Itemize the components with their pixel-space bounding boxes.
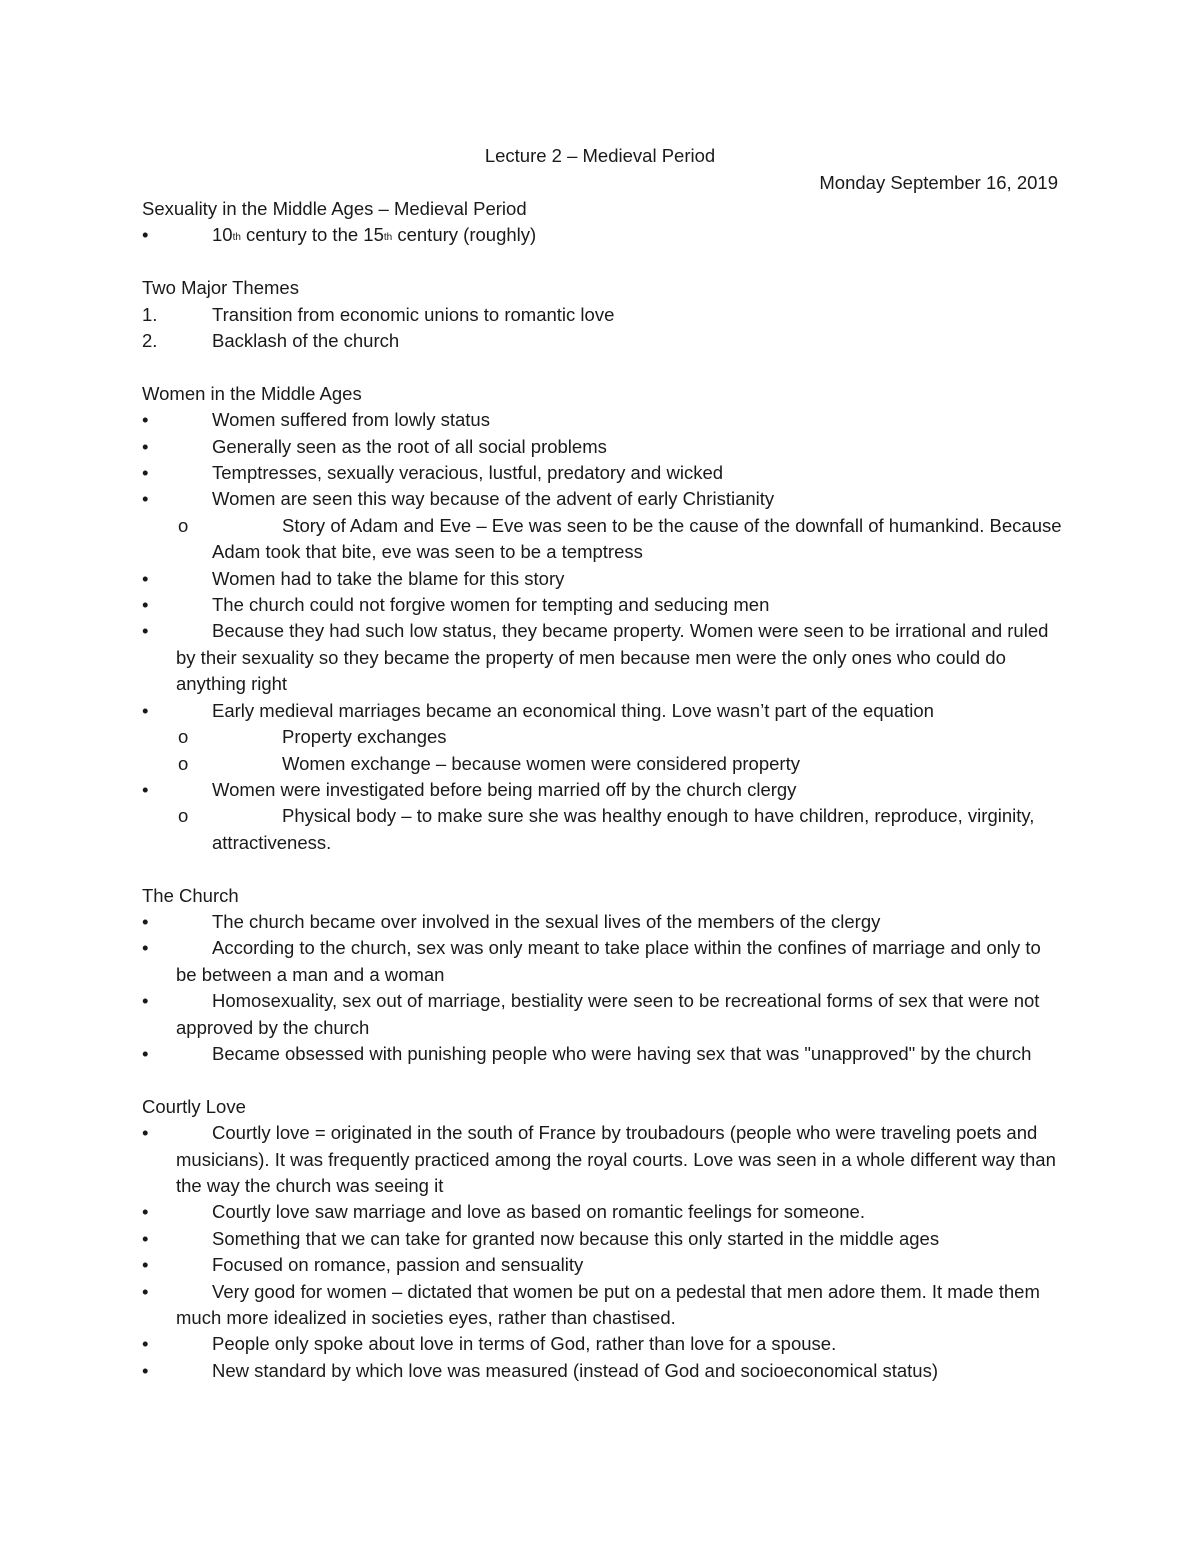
bullet-item (142, 935, 1062, 988)
bullet-text: Courtly love saw marriage and love as based on romantic feelings for someone. (212, 1201, 865, 1223)
bullet-marker: • (142, 1280, 149, 1302)
sub-bullet-text: Physical body – to make sure she was healthy enough to have children, reproduce, virginity, attractiveness. (212, 805, 1035, 853)
sub-bullet-text: Story of Adam and Eve – Eve was seen to be the cause of the downfall of humankind. Because Adam took that bite, eve was seen to be a temptress (212, 514, 1062, 563)
bullet-text: Women suffered from lowly status (212, 409, 490, 431)
bullet-item (142, 988, 1062, 1041)
bullet-marker: • (142, 1333, 149, 1355)
bullet-marker: • (142, 1201, 149, 1223)
bullet-marker: • (142, 488, 149, 510)
section-heading-intro: Sexuality in the Middle Ages – Medieval Period (142, 198, 527, 219)
bullet-text: Women were investigated before being married off by the church clergy (212, 778, 797, 800)
bullet-marker: • (142, 778, 149, 800)
sub-bullet-marker: o (178, 514, 189, 536)
sub-bullet-item (142, 751, 1062, 777)
bullet-marker: • (142, 1042, 149, 1064)
bullet-marker: • (142, 1359, 149, 1381)
bullet-item (142, 460, 1062, 486)
bullet-item (142, 566, 1062, 592)
bullet-marker: • (142, 990, 149, 1012)
bullet-item (142, 909, 1062, 935)
sub-bullet-item (142, 724, 1062, 750)
numbered-item (142, 328, 1062, 354)
sub-bullet-marker: o (178, 752, 189, 774)
bullet-marker: • (142, 620, 149, 642)
bullet-marker: • (142, 462, 149, 484)
bullet-marker: • (142, 937, 149, 959)
bullet-text: Temptresses, sexually veracious, lustful, predatory and wicked (212, 462, 724, 484)
bullet-item (142, 1199, 1062, 1225)
bullet-marker: • (142, 910, 149, 932)
bullet-text: According to the church, sex was only meant to take place within the confines of marriage and only to be between a man and a woman (176, 937, 1041, 985)
sub-bullet-item (142, 513, 1062, 566)
bullet-text: Very good for women – dictated that women be put on a pedestal that men adore them. It made them much more idealized in societies eyes, rather than chastised. (176, 1280, 1040, 1328)
bullet-item (142, 618, 1062, 697)
section-heading-church: The Church (142, 884, 239, 906)
bullet-text: Courtly love = originated in the south of France by troubadours (people who were traveling poets and musicians). It was frequently practiced among the royal courts. Love was seen in a whole different way than the way the church was seeing it (176, 1122, 1056, 1196)
bullet-text: Generally seen as the root of all social problems (212, 435, 607, 457)
bullet-marker: • (142, 699, 149, 721)
bullet-item (142, 1226, 1062, 1252)
bullet-marker: • (142, 435, 149, 457)
bullet-text: Women had to take the blame for this story (212, 567, 565, 589)
bullet-item (142, 1358, 1062, 1384)
page-title: Lecture 2 – Medieval Period (484, 145, 716, 166)
bullet-marker: • (142, 1254, 149, 1276)
bullet-marker: • (142, 567, 149, 589)
bullet-text: New standard by which love was measured (instead of God and socioeconomical status) (212, 1359, 938, 1381)
bullet-marker: • (142, 1122, 149, 1144)
bullet-item (142, 1331, 1062, 1357)
bullet-text: Because they had such low status, they became property. Women were seen to be irrational and ruled by their sexuality so they became the property of men because men were the only ones who could do anything right (176, 620, 1049, 695)
bullet-item (142, 1120, 1062, 1199)
numbered-text: Backlash of the church (212, 330, 400, 352)
bullet-text: Early medieval marriages became an economical thing. Love wasn’t part of the equation (212, 699, 934, 721)
sub-bullet-item (142, 803, 1062, 856)
bullet-item (142, 1041, 1062, 1067)
bullet-text: Homosexuality, sex out of marriage, bestiality were seen to be recreational forms of sex that were not approved by the church (176, 990, 1040, 1038)
section-heading-women: Women in the Middle Ages (142, 382, 362, 404)
bullet-text: The church could not forgive women for tempting and seducing men (212, 594, 770, 616)
bullet-marker: • (142, 224, 149, 246)
numbered-text: Transition from economic unions to romantic love (212, 303, 615, 325)
bullet-item (142, 1252, 1062, 1278)
bullet-marker: • (142, 594, 149, 616)
sub-bullet-text: Property exchanges (282, 726, 447, 748)
bullet-text: People only spoke about love in terms of God, rather than love for a spouse. (212, 1333, 837, 1355)
number-marker: 2. (142, 330, 158, 352)
numbered-item (142, 302, 1062, 328)
bullet-text: The church became over involved in the sexual lives of the members of the clergy (212, 910, 881, 932)
bullet-marker: • (142, 409, 149, 431)
sub-bullet-text: Women exchange – because women were considered property (282, 752, 800, 774)
bullet-item (142, 407, 1062, 433)
bullet-text: Something that we can take for granted now because this only started in the middle ages (212, 1227, 940, 1249)
bullet-item (142, 434, 1062, 460)
lecture-date: Monday September 16, 2019 (819, 172, 1058, 193)
bullet-item (142, 698, 1062, 724)
bullet-text: 10th century to the 15th century (roughly) (212, 224, 537, 246)
bullet-item (142, 486, 1062, 512)
section-heading-courtly-love: Courtly Love (142, 1095, 246, 1117)
bullet-item (142, 777, 1062, 803)
bullet-text: Focused on romance, passion and sensuality (212, 1254, 584, 1276)
bullet-item (142, 1279, 1062, 1332)
bullet-item (142, 592, 1062, 618)
sub-bullet-marker: o (178, 726, 189, 748)
number-marker: 1. (142, 303, 158, 325)
document-body (142, 196, 1062, 1384)
sub-bullet-marker: o (178, 805, 189, 827)
section-heading-themes: Two Major Themes (142, 277, 299, 299)
bullet-text: Became obsessed with punishing people who were having sex that was "unapproved" by the church (212, 1042, 1032, 1064)
bullet-marker: • (142, 1227, 149, 1249)
bullet-item (142, 222, 1062, 248)
bullet-text: Women are seen this way because of the advent of early Christianity (212, 488, 775, 510)
